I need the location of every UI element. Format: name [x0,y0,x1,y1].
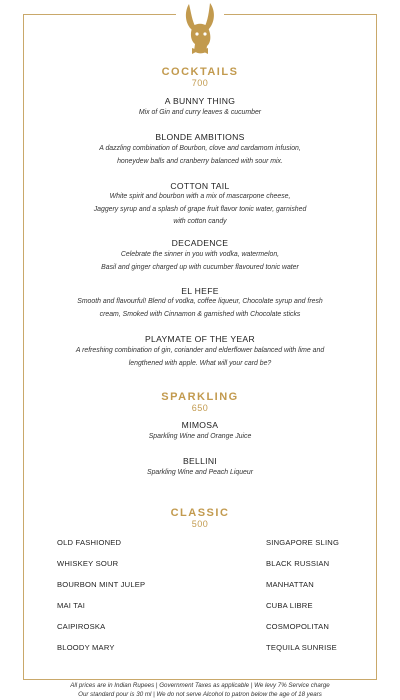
classic-item: BOURBON MINT JULEP [57,580,146,589]
classic-item: SINGAPORE SLING [266,538,340,547]
cocktails-price: 700 [191,78,209,88]
menu-item-description: Mix of Gin and curry leaves & cucumber [138,109,262,116]
footer-note [0,682,400,699]
classic-item: OLD FASHIONED [57,538,122,547]
menu-item-description: Celebrate the sinner in you with vodka, watermelon, Basil and ginger charged up with cucumber flavoured tonic water [101,251,299,271]
menu-item-description: Sparkling Wine and Orange Juice [148,433,252,440]
classic-price: 500 [191,519,209,529]
menu-item-name: COTTON TAIL [170,181,230,191]
menu-item-name: BELLINI [182,456,218,466]
classic-item: MANHATTAN [266,580,314,589]
classic-item: MAI TAI [57,601,86,610]
menu-item-description: White spirit and bourbon with a mix of mascarpone cheese, Jaggery syrup and a splash of grape fruit flavor tonic water, garnished with cotton candy [93,193,307,225]
classic-heading: CLASSIC [170,507,230,519]
classic-item: BLOODY MARY [57,643,115,652]
classic-item: TEQUILA SUNRISE [266,643,337,652]
menu-item-name: DECADENCE [171,238,229,248]
classic-item: CUBA LIBRE [266,601,313,610]
footer-line-2: Our standard pour is 30 ml | We do not serve Alcohol to patron below the age of 18 years [78,690,322,698]
classic-item: COSMOPOLITAN [266,622,330,631]
menu-item-description: A refreshing combination of gin, coriander and elderflower balanced with lime and lengthened with apple. What will your card be? [75,347,325,367]
menu-item-description: Sparkling Wine and Peach Liqueur [146,469,254,476]
classic-item: CAIPIROSKA [57,622,106,631]
footer-line-1: All prices are in Indian Rupees | Government Taxes as applicable | We levy 7% Service charge [70,682,330,689]
menu-item-name: A BUNNY THING [164,96,236,106]
classic-item: WHISKEY SOUR [57,559,119,568]
classic-item: BLACK RUSSIAN [266,559,330,568]
bunny-head-icon [180,2,220,56]
sparkling-heading: SPARKLING [161,391,239,403]
menu-item-description: Smooth and flavourful! Blend of vodka, coffee liqueur, Chocolate syrup and fresh cream, Smoked with Cinnamon & garnished with Chocolate sticks [77,298,323,318]
cocktails-heading: COCKTAILS [161,66,239,78]
menu-item-name: PLAYMATE OF THE YEAR [145,334,255,344]
sparkling-price: 650 [191,403,209,413]
menu-item-name: BLONDE AMBITIONS [155,132,245,142]
menu-item-name: MIMOSA [181,420,219,430]
logo [176,0,224,58]
menu-item-description: A dazzling combination of Bourbon, clove and cardamom infusion, honeydew balls and cranberry balanced with sour mix. [99,145,301,165]
menu-item-name: EL HEFE [181,286,219,296]
